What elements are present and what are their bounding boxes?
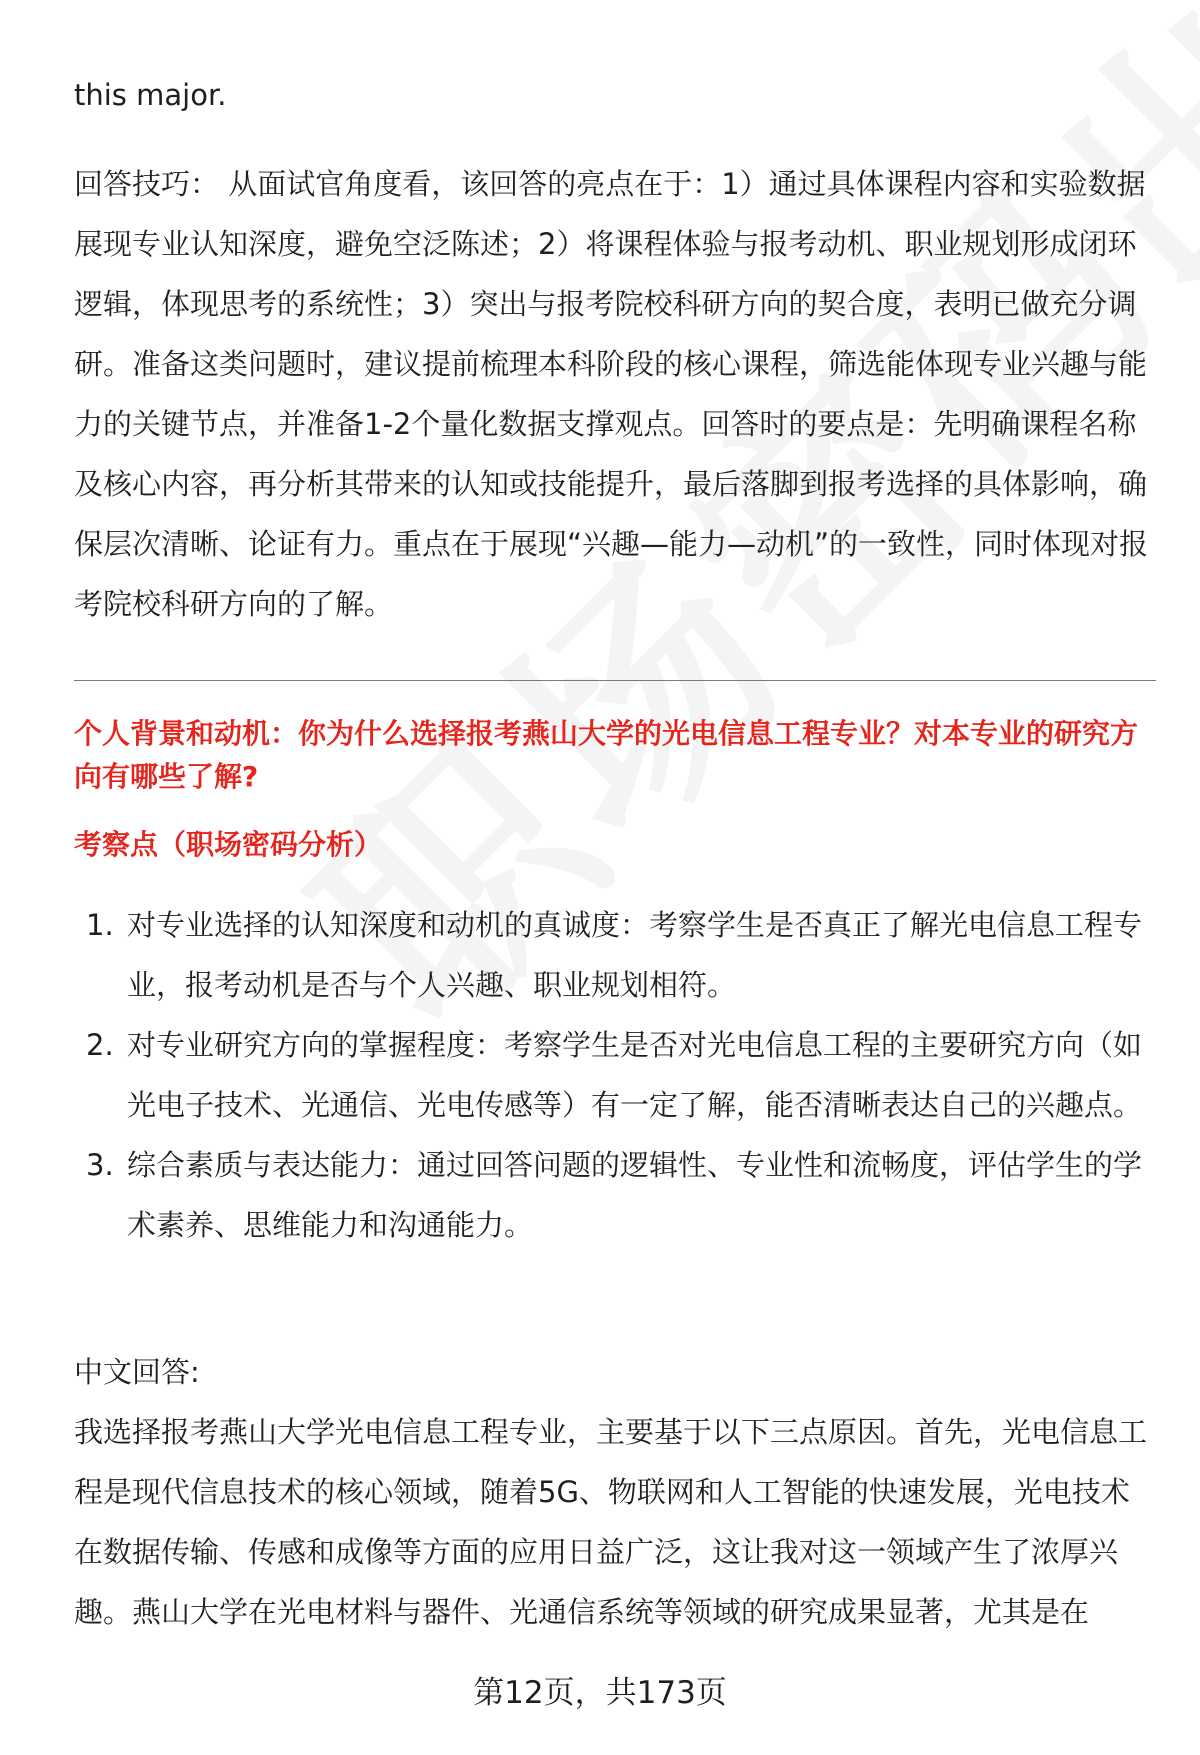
assessment-points-list xyxy=(74,895,1156,1255)
list-item xyxy=(74,1135,1156,1255)
section-divider xyxy=(74,680,1156,681)
list-item-text: 综合素质与表达能力：通过回答问题的逻辑性、专业性和流畅度，评估学生的学术素养、思维能力和沟通能力。 xyxy=(127,1148,1143,1242)
answer-label: 中文回答: xyxy=(74,1355,200,1389)
list-item xyxy=(74,1015,1156,1135)
question-title: 个人背景和动机：你为什么选择报考燕山大学的光电信息工程专业？对本专业的研究方向有哪些了解? xyxy=(74,717,1139,793)
list-item-text: 对专业选择的认知深度和动机的真诚度：考察学生是否真正了解光电信息工程专业，报考动机是否与个人兴趣、职业规划相符。 xyxy=(127,908,1143,1002)
list-item-text: 对专业研究方向的掌握程度：考察学生是否对光电信息工程的主要研究方向（如光电子技术、光通信、光电传感等）有一定了解，能否清晰表达自己的兴趣点。 xyxy=(127,1028,1143,1122)
answer-paragraph: 我选择报考燕山大学光电信息工程专业，主要基于以下三点原因。首先，光电信息工程是现代信息技术的核心领域，随着5G、物联网和人工智能的快速发展，光电技术在数据传输、传感和成像等方面的应用日益广泛，这让我对这一领域产生了浓厚兴趣。燕山大学在光电材料与器件、光通信系统等领域的研究成果显著，尤其是在 xyxy=(74,1415,1148,1629)
assessment-points-heading: 考察点（职场密码分析） xyxy=(74,828,383,861)
page-number-footer: 第12页，共173页 xyxy=(473,1675,727,1711)
list-item-number: 3. xyxy=(86,1148,114,1182)
list-item-number: 2. xyxy=(86,1028,114,1062)
answer-tips-paragraph: 回答技巧： 从面试官角度看，该回答的亮点在于：1）通过具体课程内容和实验数据展现专业认知深度，避免空泛陈述；2）将课程体验与报考动机、职业规划形成闭环逻辑，体现思考的系统性；3）突出与报考院校科研方向的契合度，表明已做充分调研。准备这类问题时，建议提前梳理本科阶段的核心课程，筛选能体现专业兴趣与能力的关键节点，并准备1-2个量化数据支撑观点。回答时的要点是：先明确课程名称及核心内容，再分析其带来的认知或技能提升，最后落脚到报考选择的具体影响，确保层次清晰、论证有力。重点在于展现“兴趣—能力—动机”的一致性，同时体现对报考院校科研方向的了解。 xyxy=(74,167,1149,621)
list-item xyxy=(74,895,1156,1015)
continuation-line: this major. xyxy=(74,78,227,112)
list-item-number: 1. xyxy=(86,908,114,942)
